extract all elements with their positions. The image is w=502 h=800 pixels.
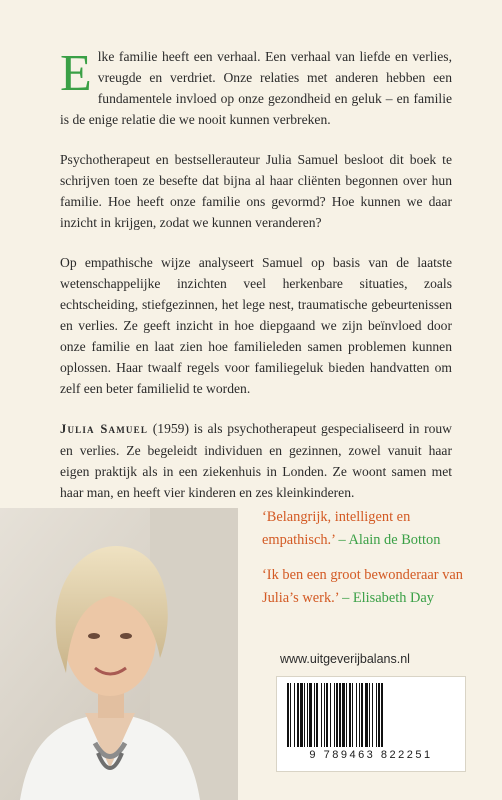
review-quotes [262,506,472,622]
second-paragraph: Psychotherapeut en bestsellerauteur Julia Samuel besloot dit boek te schrijven toen ze besefte dat bijna al haar cliënten begonnen over hun familie. Hoe heeft onze familie ons gevormd? Hoe kunnen we daar inzicht in krijgen, zodat we kunnen veranderen? [60,152,452,230]
isbn-number: 9 789463 822251 [309,749,433,761]
author-name: Julia Samuel [60,422,149,436]
author-photo [0,508,238,800]
quote-text: ‘Ik ben een groot bewonderaar van Julia’s werk.’ [262,567,463,606]
review-quote [262,506,472,552]
drop-cap: E [60,45,92,102]
quote-author: – Elisabeth Day [338,590,434,606]
author-bio [60,418,452,503]
review-quote [262,564,472,610]
third-paragraph: Op empathische wijze analyseert Samuel op basis van de laatste wetenschappelijke inzichten veel herkenbare situaties, zoals echtscheiding, stiefgezinnen, het lege nest, traumatische gebeurtenissen en verlies. Ze geeft inzicht in hoe diepgaand we zijn beïnvloed door onze familie en laat zien hoe familieleden samen problemen kunnen oplossen. Haar twaalf regels voor familiegeluk bieden handvatten om zelf een beter familielid te worden. [60,255,452,396]
quote-text: ‘Belangrijk, intelligent en empathisch.’ [262,509,411,548]
publisher-website: www.uitgeverijbalans.nl [280,652,410,666]
isbn-barcode [276,676,466,772]
barcode-icon [285,683,457,747]
author-bio-text: (1959) is als psychotherapeut gespecialiseerd in rouw en verlies. Ze begeleidt individuen en gezinnen, zowel vanuit haar eigen praktijk als in een ziekenhuis in Londen. Ze woont samen met haar man, en heeft vier kinderen en zes kleinkinderen. [60,421,453,500]
intro-text: lke familie heeft een verhaal. Een verhaal van liefde en verlies, vreugde en verdriet. Onze relaties met anderen hebben een fundamentele invloed op onze gezondheid en geluk – en familie is de enige relatie die we nooit kunnen verbreken. [60,49,452,127]
author-portrait-image [0,508,238,800]
back-cover-text [60,46,452,522]
quote-author: – Alain de Botton [334,532,441,548]
intro-paragraph [60,46,452,130]
